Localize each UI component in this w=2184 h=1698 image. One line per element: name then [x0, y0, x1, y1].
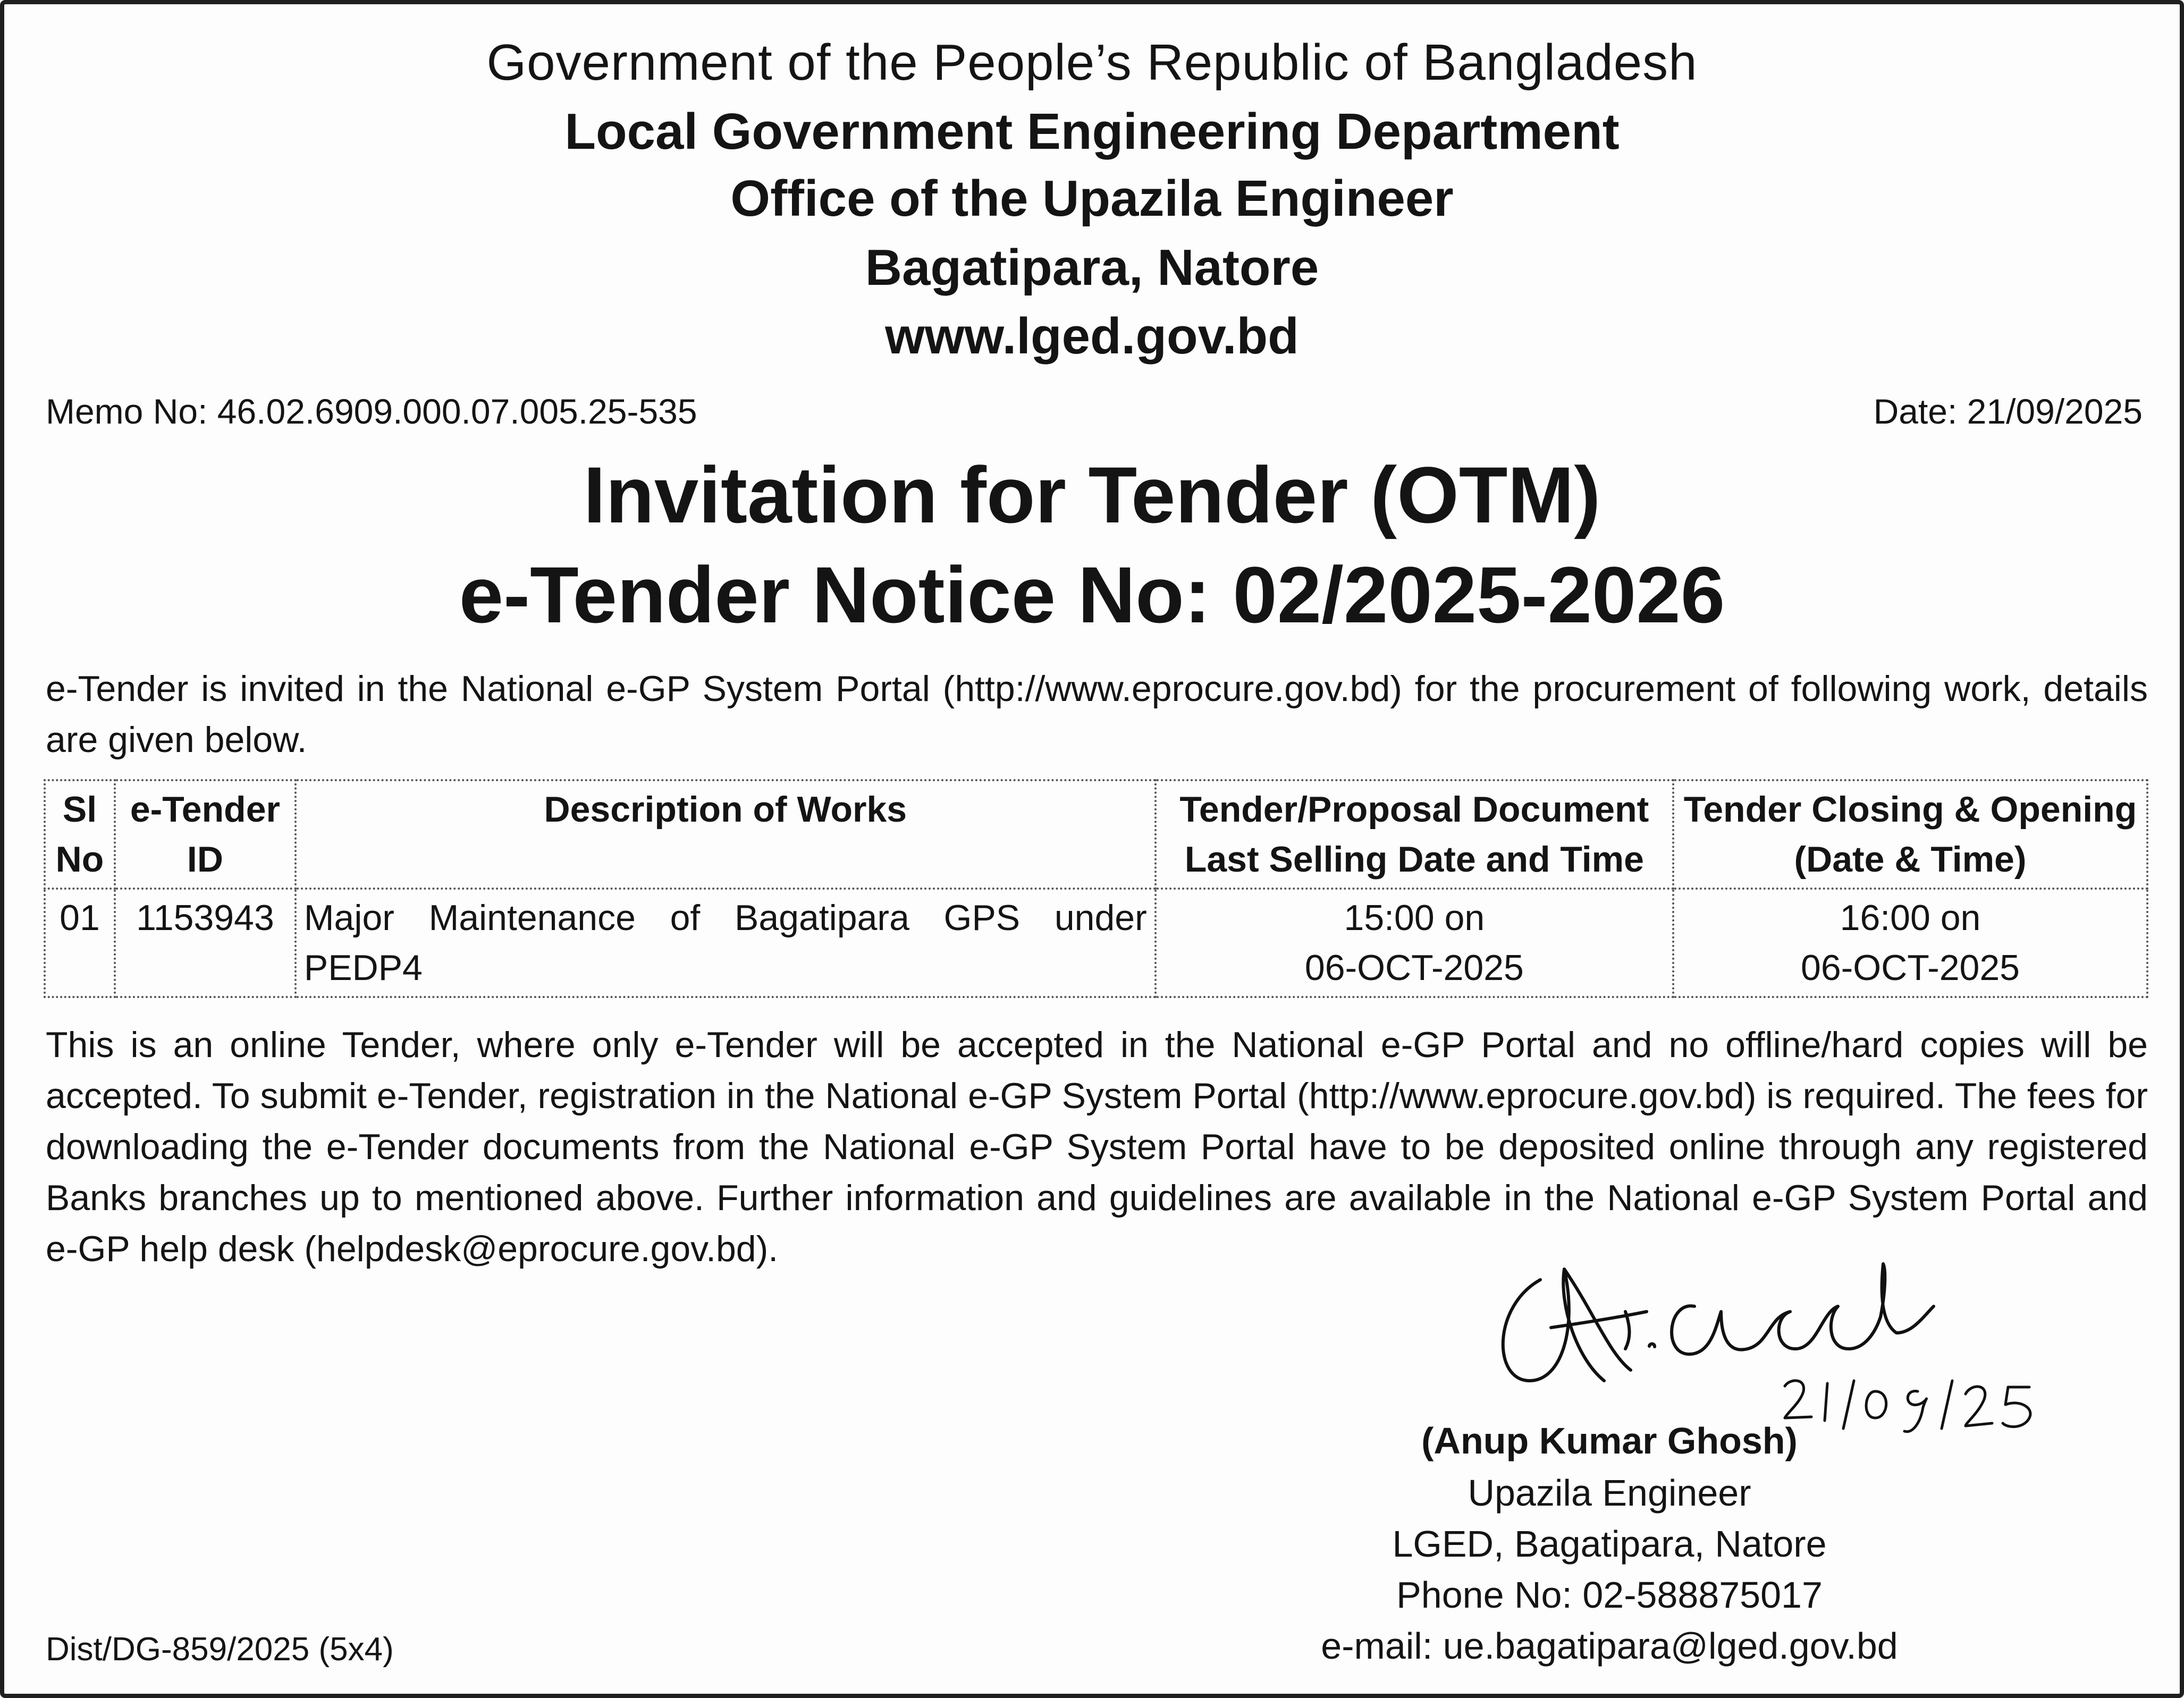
intro-paragraph: e-Tender is invited in the National e-GP System Portal (http://www.eprocure.gov.bd) for the procurement of following work, details are given below.: [46, 669, 2148, 760]
closing-time: 16:00 on: [1840, 898, 1981, 938]
cell-sl-no: 01: [45, 889, 115, 997]
selling-time: 15:00 on: [1344, 898, 1485, 938]
header-description: Description of Works: [296, 780, 1156, 889]
cell-closing-datetime: [1673, 889, 2147, 997]
header-sl-no: Sl No: [45, 780, 115, 889]
closing-date: 06-OCT-2025: [1801, 948, 2020, 988]
location-heading: Bagatipara, Natore: [865, 239, 1319, 296]
notice-title: Invitation for Tender (OTM): [583, 450, 1601, 539]
tender-table: [44, 779, 2148, 998]
header-tender-id: e-Tender ID: [115, 780, 296, 889]
signatory-phone: Phone No: 02-588875017: [1396, 1574, 1823, 1616]
signatory-email: e-mail: ue.bagatipara@lged.gov.bd: [1321, 1625, 1898, 1667]
cell-tender-id: 1153943: [115, 889, 296, 997]
cell-description: Major Maintenance of Bagatipara GPS under PEDP4: [296, 889, 1156, 997]
handwritten-signature: [1471, 1248, 2088, 1450]
header-closing-date: Tender Closing & Opening (Date & Time): [1673, 780, 2147, 889]
office-heading: Office of the Upazila Engineer: [730, 170, 1454, 227]
government-heading: Government of the People’s Republic of Bangladesh: [486, 34, 1698, 91]
table-row: [45, 889, 2147, 997]
selling-date: 06-OCT-2025: [1304, 948, 1524, 988]
signatory-designation: Upazila Engineer: [1468, 1472, 1751, 1514]
cell-selling-datetime: [1156, 889, 1673, 997]
notice-number: e-Tender Notice No: 02/2025-2026: [459, 550, 1725, 639]
distribution-code: Dist/DG-859/2025 (5x4): [46, 1631, 394, 1668]
signatory-name: (Anup Kumar Ghosh): [1421, 1420, 1798, 1462]
header-selling-date: Tender/Proposal Document Last Selling Date and Time: [1156, 780, 1673, 889]
memo-number: Memo No: 46.02.6909.000.07.005.25-535: [46, 392, 697, 431]
signatory-office: LGED, Bagatipara, Natore: [1392, 1523, 1827, 1565]
notice-date: Date: 21/09/2025: [1873, 392, 2143, 431]
instructions-paragraph: This is an online Tender, where only e-Tender will be accepted in the National e-GP Portal and no offline/hard copies will be accepted. To submit e-Tender, registration in the National e-GP System Portal (http://www.eprocure.gov.bd) is required. The fees for downloading the e-Tender documents from the National e-GP System Portal have to be deposited online through any registered Banks branches up to mentioned above. Further information and guidelines are available in the National e-GP System Portal and e-GP help desk (helpdesk@eprocure.gov.bd).: [46, 1025, 2148, 1269]
table-header-row: [45, 780, 2147, 889]
website-heading: www.lged.gov.bd: [885, 308, 1299, 365]
department-heading: Local Government Engineering Department: [564, 103, 1620, 160]
